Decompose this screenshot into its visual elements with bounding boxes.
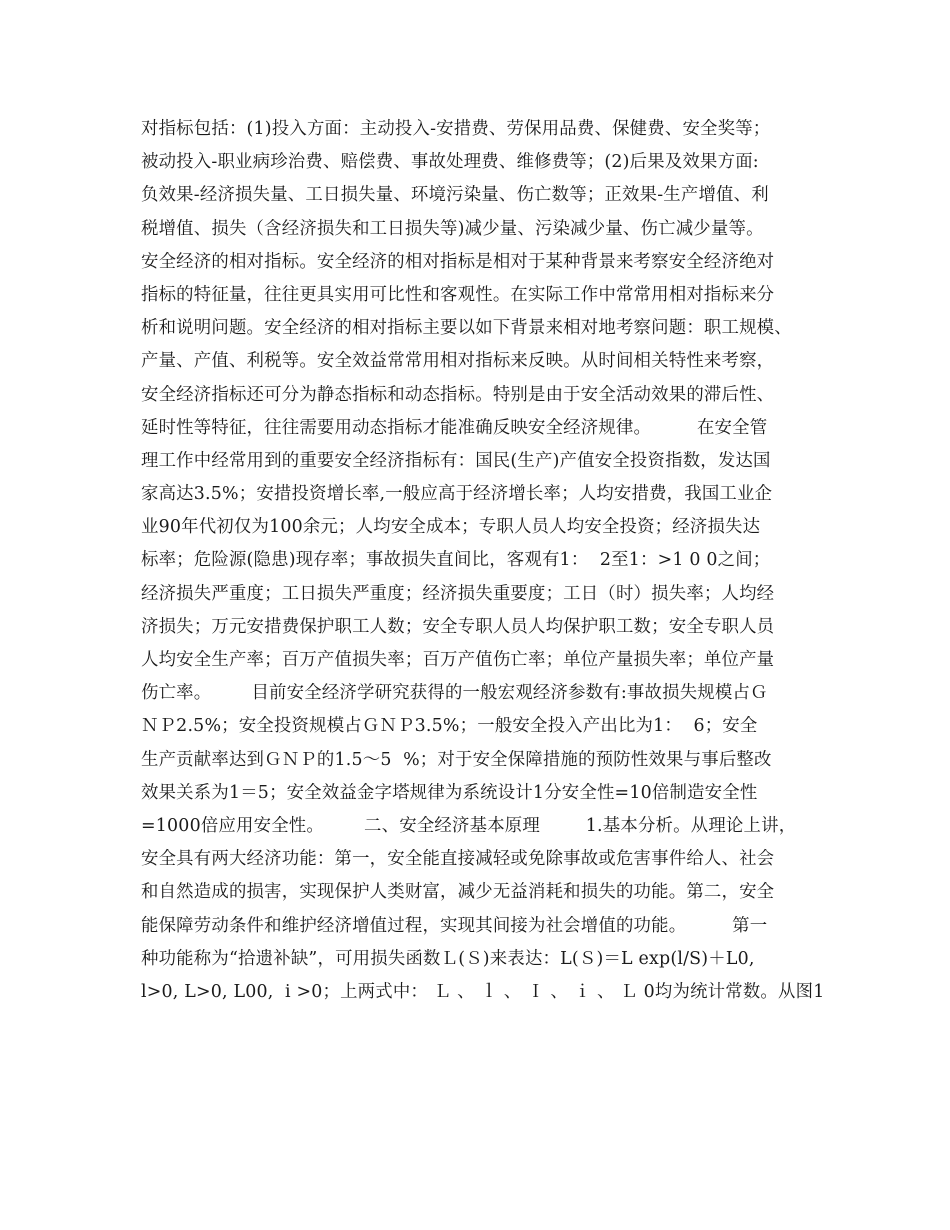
text-line: 析和说明问题。安全经济的相对指标主要以如下背景来相对地考察问题：职工规模、 <box>141 318 792 339</box>
text-line: 安全经济指标还可分为静态指标和动态指标。特别是由于安全活动效果的滞后性、 <box>141 384 775 405</box>
text-line: =1000倍应用安全性。 二、安全经济基本原理 1.基本分析。从理论上讲， <box>141 815 797 836</box>
text-line: 负效果-经济损失量、工日损失量、环境污染量、伤亡数等；正效果-生产增值、利 <box>141 185 769 206</box>
text-line: 人均安全生产率；百万产值损失率；百万产值伤亡率；单位产量损失率；单位产量 <box>141 650 775 670</box>
text-line: 对指标包括：(1)投入方面：主动投入-安措费、劳保用品费、保健费、安全奖等； <box>141 119 771 139</box>
text-line: 济损失；万元安措费保护职工人数；安全专职人员人均保护职工数；安全专职人员 <box>141 616 775 637</box>
text-line: 标率；危险源(隐患)现存率；事故损失直间比，客观有1： 2至1：>1 0 0之间； <box>141 550 771 571</box>
text-line: ＮＰ2.5%；安全投资规模占ＧＮＰ3.5%；一般安全投入产出比为1： 6；安全 <box>141 716 758 737</box>
text-line: 产量、产值、利税等。安全效益常常用相对指标来反映。从时间相关特性来考察， <box>141 351 775 372</box>
text-line: 效果关系为1＝5；安全效益金字塔规律为系统设计1分安全性=10倍制造安全性 <box>141 782 758 803</box>
text-line: 延时性等特征，往往需要用动态指标才能准确反映安全经济规律。 在安全管 <box>141 417 768 438</box>
text-line: 被动投入-职业病珍治费、赔偿费、事故处理费、维修费等；(2)后果及效果方面: <box>141 152 759 173</box>
text-line: 家高达3.5%；安措投资增长率,一般应高于经济增长率；人均安措费，我国工业企 <box>141 484 773 505</box>
text-line: 和自然造成的损害，实现保护人类财富，减少无益消耗和损失的功能。第二，安全 <box>141 882 775 903</box>
text-line: 能保障劳动条件和维护经济增值过程，实现其间接为社会增值的功能。 第一 <box>141 915 768 936</box>
text-line: 种功能称为“拾遗补缺”，可用损失函数Ｌ(Ｓ)来表达：L(Ｓ)＝L exp(l/S)＋L0, <box>141 948 755 969</box>
text-line: 安全经济的相对指标。安全经济的相对指标是相对于某种背景来考察安全经济绝对 <box>141 251 775 272</box>
text-line: 税增值、损失（含经济损失和工日损失等)减少量、污染减少量、伤亡减少量等。 <box>141 218 764 239</box>
text-line: 生产贡献率达到ＧＮＰ的1.5～5 %；对于安全保障措施的预防性效果与事后整改 <box>141 749 772 770</box>
text-line: 经济损失严重度；工日损失严重度；经济损失重要度；工日（时）损失率；人均经 <box>141 583 775 604</box>
text-line: 安全具有两大经济功能：第一，安全能直接减轻或免除事故或危害事件给人、社会 <box>141 849 775 870</box>
text-line: 指标的特征量，往往更具实用可比性和客观性。在实际工作中常常用相对指标来分 <box>141 284 775 305</box>
text-line: l>0, L>0, L00, i >0；上两式中： Ｌ 、 ｌ 、 Ｉ 、 ｉ 、 Ｌ 0均为统计常数。从图1 <box>141 981 825 1002</box>
text-line: 伤亡率。 目前安全经济学研究获得的一般宏观经济参数有:事故损失规模占Ｇ <box>141 683 768 704</box>
text-line: 理工作中经常用到的重要安全经济指标有：国民(生产)产值安全投资指数，发达国 <box>141 450 771 471</box>
text-line: 业90年代初仅为100余元；人均安全成本；专职人员人均安全投资；经济损失达 <box>141 517 761 538</box>
document-page <box>141 113 825 1009</box>
